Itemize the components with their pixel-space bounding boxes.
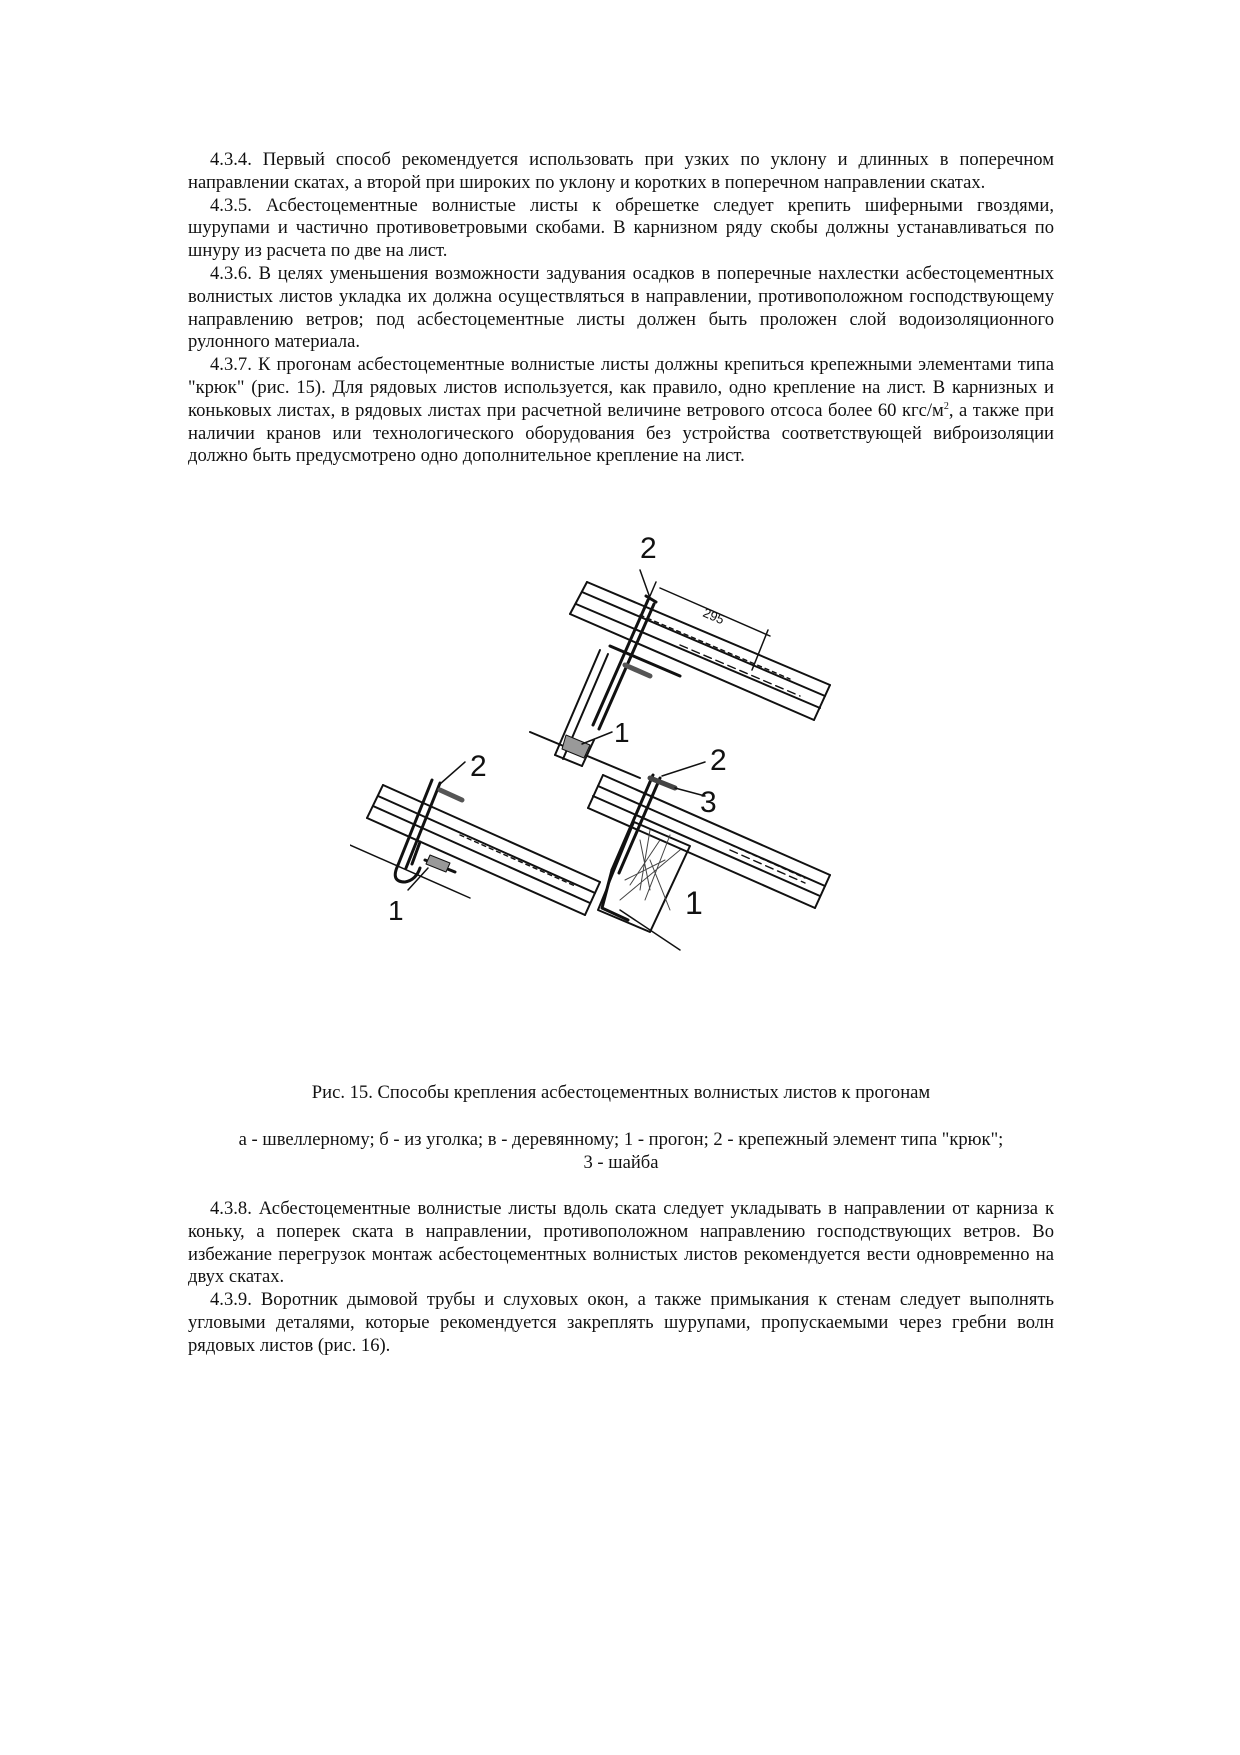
text-block-top: [188, 149, 1054, 468]
detail-a-channel-purlin: [530, 570, 830, 778]
text-block-bottom: [188, 1198, 1054, 1358]
label-top-purlin: 1: [614, 717, 630, 748]
figure-legend-line1: а - швеллерному; б - из уголка; в - деревянному; 1 - прогон; 2 - крепежный элемент типа "крюк";: [238, 1129, 1004, 1150]
paragraph-4-3-7-part2: , а также при наличии кранов или технологического оборудования без устройства соответствующей виброизоляции должно быть предусмотрено одно дополнительное крепление на лист.: [188, 399, 1054, 467]
superscript: 2: [943, 400, 949, 412]
paragraph-4-3-8: 4.3.8. Асбестоцементные волнистые листы вдоль ската следует укладывать в направлении от карниза к коньку, а поперек ската в направлении, противоположном направлению господствующих ветров. Во избежание перегрузок монтаж асбестоцементных волнистых листов рекомендуется вести одновременно на двух скатах.: [188, 1198, 1054, 1288]
figure-caption: Рис. 15. Способы крепления асбестоцементных волнистых листов к прогонам: [311, 1082, 931, 1103]
paragraph-4-3-4: 4.3.4. Первый способ рекомендуется использовать при узких по уклону и длинных в поперечном направлении скатах, а второй при широких по уклону и коротких в поперечном направлении скатах.: [188, 149, 1054, 193]
label-top-dimension: 295: [700, 604, 727, 628]
paragraph-4-3-7: [188, 354, 1054, 468]
label-right-hook: 2: [710, 744, 727, 777]
label-top-hook: 2: [640, 532, 657, 565]
figure-legend-line2: 3 - шайба: [583, 1151, 659, 1173]
label-right-washer: 3: [700, 786, 717, 819]
label-left-hook: 2: [470, 750, 487, 783]
paragraph-4-3-5: 4.3.5. Асбестоцементные волнистые листы к обрешетке следует крепить шиферными гвоздями, шурупами и частично противоветровыми скобами. В карнизном ряду скобы должны устанавливаться по шнуру из расчета по две на лист.: [188, 194, 1054, 262]
paragraph-4-3-9: 4.3.9. Воротник дымовой трубы и слуховых окон, а также примыкания к стенам следует выполнять угловыми деталями, которые рекомендуется закреплять шурупами, пропускаемыми через гребни волн рядовых листов (рис. 16).: [188, 1289, 1054, 1356]
detail-b-angle-purlin: [350, 762, 600, 915]
label-left-purlin: 1: [388, 895, 404, 926]
technical-drawing: [350, 530, 890, 1070]
figure-legend: [188, 1129, 1054, 1175]
paragraph-4-3-7-part1: 4.3.7. К прогонам асбестоцементные волнистые листы должны крепиться крепежными элементами типа "крюк" (рис. 15). Для рядовых листов используется, как правило, одно крепление на лист. В карнизных и коньковых листах, в рядовых листах при расчетной величине ветрового отсоса более 60 кгс/м: [188, 354, 1054, 421]
paragraph-4-3-6: 4.3.6. В целях уменьшения возможности задувания осадков в поперечные нахлестки асбестоцементных волнистых листов укладка их должна осуществляться в направлении, противоположном господствующему направлению ветров; под асбестоцементные листы должен быть проложен слой водоизоляционного рулонного материала.: [188, 262, 1054, 353]
label-right-purlin: 1: [685, 885, 703, 921]
figure-15-drawing: [350, 530, 890, 1070]
